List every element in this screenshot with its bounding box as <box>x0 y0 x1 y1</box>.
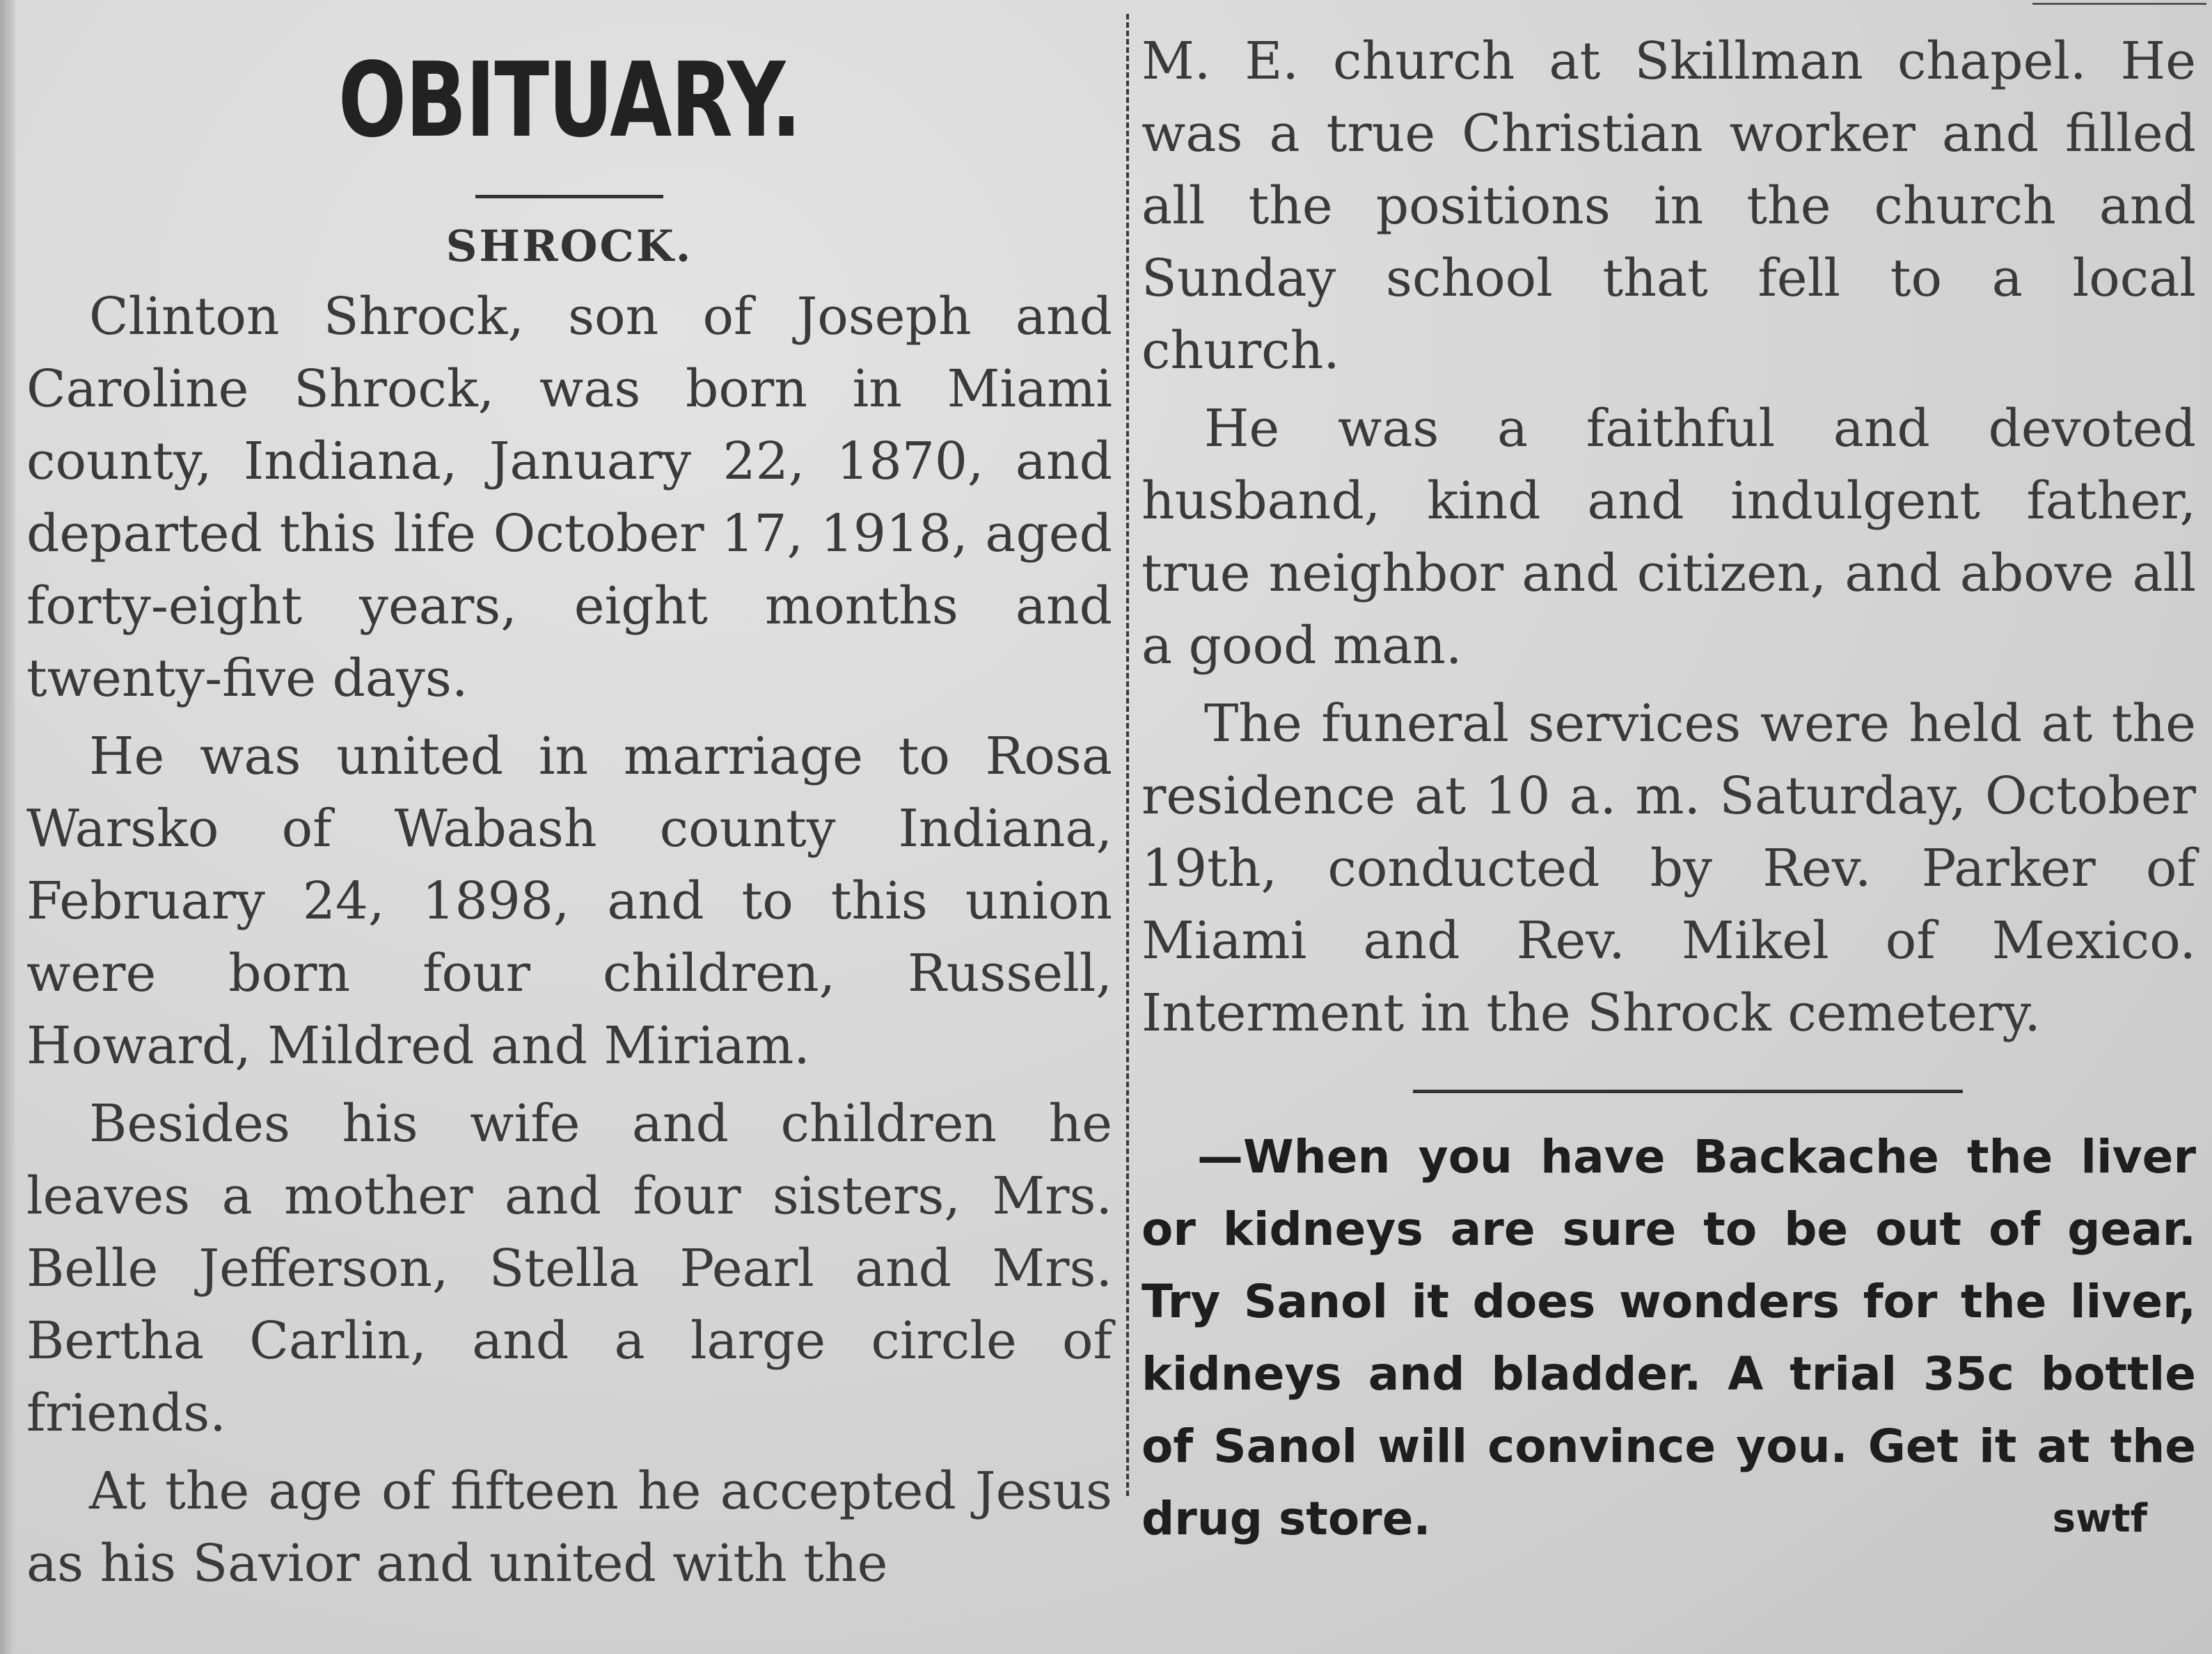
heading-rule <box>475 195 663 198</box>
paragraph-survivors: Besides his wife and children he leaves a mother and four sisters, Mrs. Belle Jefferson, Stella Pearl and Mrs. Bertha Carlin, and a large circle of friends. <box>26 1094 1112 1443</box>
page-edge-shadow <box>0 0 15 1654</box>
right-column <box>1141 0 2196 1555</box>
paragraph-marriage: He was united in marriage to Rosa Warsko of Wabash county Indiana, February 24, 1898, and to this union were born four children, Russell, Howard, Mildred and Miriam. <box>26 726 1112 1076</box>
paragraph-funeral: The funeral services were held at the residence at 10 a. m. Saturday, October 19th, conducted by Rev. Parker of Miami and Rev. Mikel of Mexico. Interment in the Shrock cemetery. <box>1141 694 2196 1043</box>
advertisement-signature: swtf <box>2052 1496 2147 1541</box>
section-rule <box>1413 1090 1963 1093</box>
sanol-advertisement <box>1141 1121 2196 1555</box>
paragraph-birth: Clinton Shrock, son of Joseph and Caroline Shrock, was born in Miami county, Indiana, January 22, 1870, and departed this life October 17, 1918, aged forty-eight years, eight months and twenty-five days. <box>26 287 1112 708</box>
paragraph-church: M. E. church at Skillman chapel. He was a true Christian worker and filled all the positions in the church and Sunday school that fell to a local church. <box>1141 31 2196 381</box>
paragraph-character: He was a faithful and devoted husband, kind and indulgent father, true neighbor and citizen, and above all a good man. <box>1141 399 2196 676</box>
advertisement-text: —When you have Backache the liver or kidneys are sure to be out of gear. Try Sanol it does wonders for the liver, kidneys and bladder. A trial 35c bottle of Sanol will convince you. Get it at the drug store. <box>1141 1130 2196 1545</box>
left-column <box>26 0 1112 1600</box>
paragraph-faith: At the age of fifteen he accepted Jesus as his Savior and united with the <box>26 1461 1112 1593</box>
obituary-subheading: SHROCK. <box>445 221 693 271</box>
column-divider <box>1126 14 1129 1496</box>
obituary-heading: OBITUARY. <box>338 40 801 160</box>
